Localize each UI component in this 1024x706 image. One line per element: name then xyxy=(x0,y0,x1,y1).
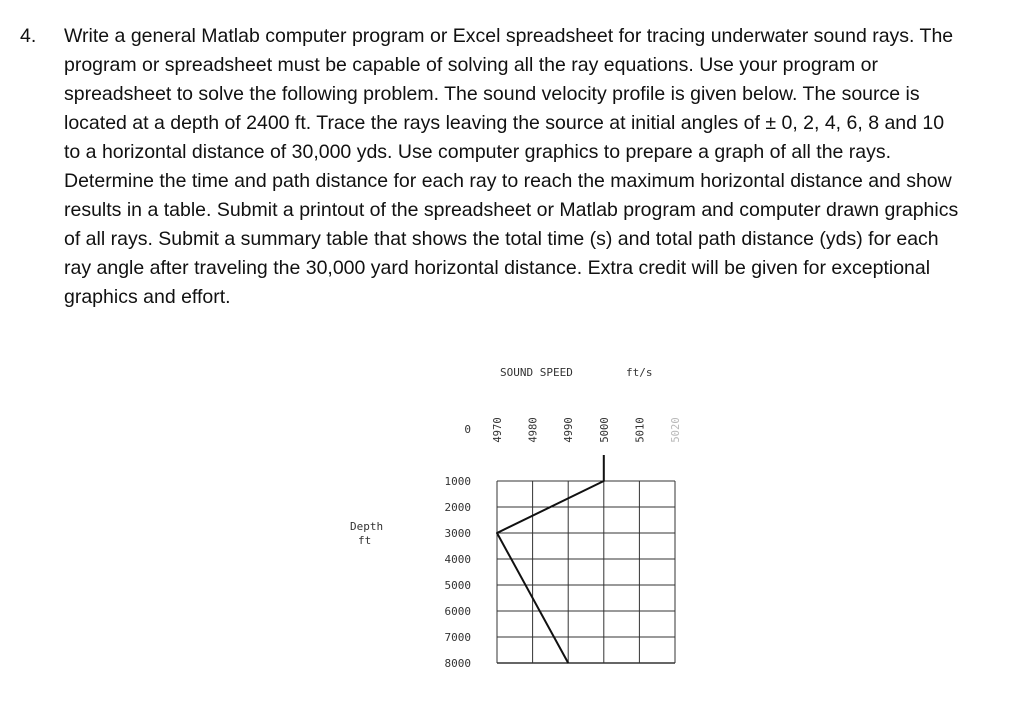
y-tick-label: 6000 xyxy=(444,605,471,618)
grid xyxy=(497,481,675,663)
x-tick-label: 5020 xyxy=(670,417,682,443)
y-tick-label: 1000 xyxy=(444,475,471,488)
x-tick-label: 4980 xyxy=(527,417,540,443)
x-tick-label: 5010 xyxy=(634,417,647,443)
y-tick-labels xyxy=(445,423,472,670)
y-tick-label: 0 xyxy=(464,423,471,436)
problem-number: 4. xyxy=(20,25,37,47)
x-tick-label: 4970 xyxy=(492,417,504,443)
y-tick-label: 5000 xyxy=(444,579,471,592)
x-tick-label: 4990 xyxy=(563,417,576,443)
x-units-label: ft/s xyxy=(626,366,653,379)
chart-svg xyxy=(330,355,690,675)
y-axis-label: Depth xyxy=(350,520,384,533)
sound-velocity-profile-chart xyxy=(330,355,690,675)
chart-title: SOUND SPEED xyxy=(500,366,573,379)
y-tick-label: 4000 xyxy=(444,553,471,566)
y-tick-label: 2000 xyxy=(444,501,471,514)
x-tick-label: 5000 xyxy=(598,417,611,443)
y-tick-label: 3000 xyxy=(444,527,471,540)
x-tick-labels xyxy=(492,417,682,442)
y-tick-label: 7000 xyxy=(444,631,471,644)
problem-statement xyxy=(20,22,980,312)
problem-text: Write a general Matlab computer program or Excel spreadsheet for tracing underwater sound rays. The program or spreadsheet must be capable of solving all the ray equations. Use your program or spreadsheet to solve the following problem. The sound velocity profile is given below. The source is located at a depth of 2400 ft. Trace the rays leaving the source at initial angles of ± 0, 2, 4, 6, 8 and 10 to a horizontal distance of 30,000 yds. Use computer graphics to prepare a graph of all the rays. Determine the time and path distance for each ray to reach the maximum horizontal distance and show results in a table. Submit a printout of the spreadsheet or Matlab program and computer drawn graphics of all rays. Submit a summary table that shows the total time (s) and total path distance (yds) for each ray angle after traveling the 30,000 yard horizontal distance. Extra credit will be given for exceptional graphics and effort. xyxy=(64,25,959,308)
y-units-label: ft xyxy=(358,534,372,547)
y-tick-label: 8000 xyxy=(444,657,471,670)
